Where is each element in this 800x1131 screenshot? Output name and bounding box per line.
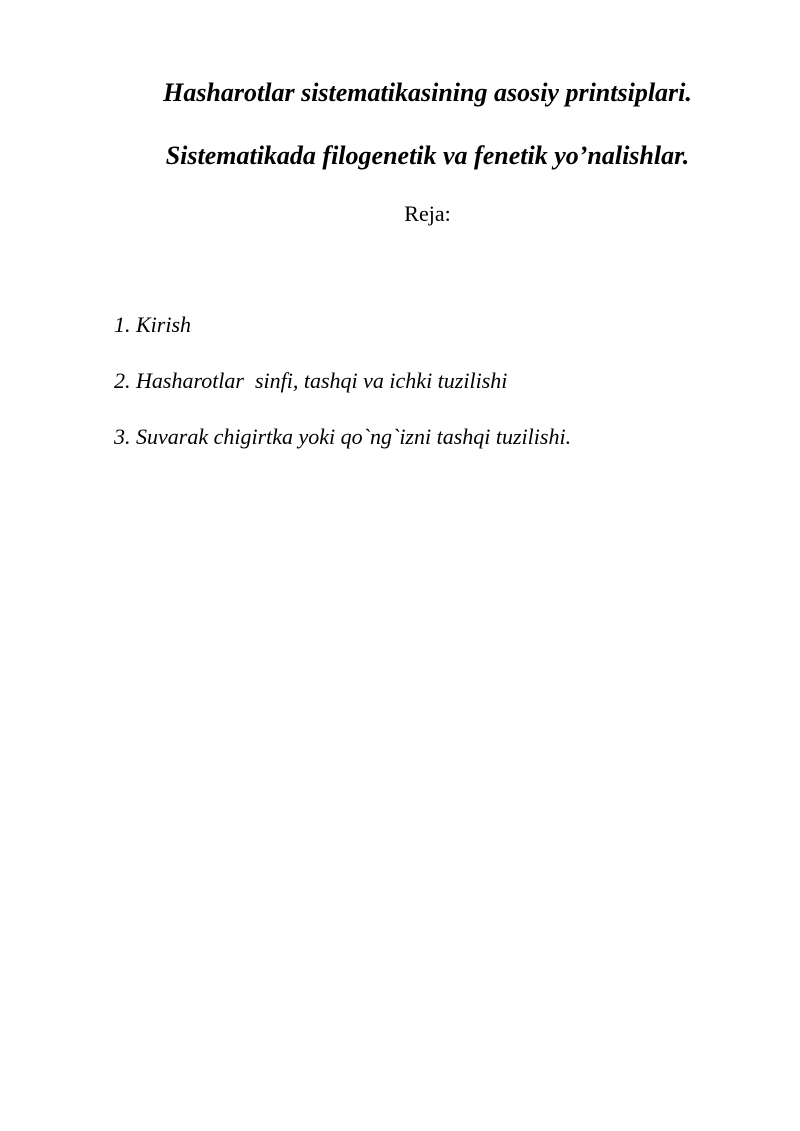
plan-item-intro: 1. Kirish [114, 312, 192, 337]
plan-item-insect-class: 2. Hasharotlar sinfi, tashqi va ichki tuzilishi [114, 368, 508, 393]
document-title-line-1: Hasharotlar sistematikasining asosiy printsiplari. [163, 78, 692, 107]
document-title-line-2: Sistematikada filogenetik va fenetik yo’nalishlar. [165, 141, 690, 170]
plan-item-external-structure: 3. Suvarak chigirtka yoki qo`ng`izni tashqi tuzilishi. [114, 424, 572, 449]
plan-list [114, 311, 571, 479]
plan-label: Reja: [404, 201, 451, 226]
